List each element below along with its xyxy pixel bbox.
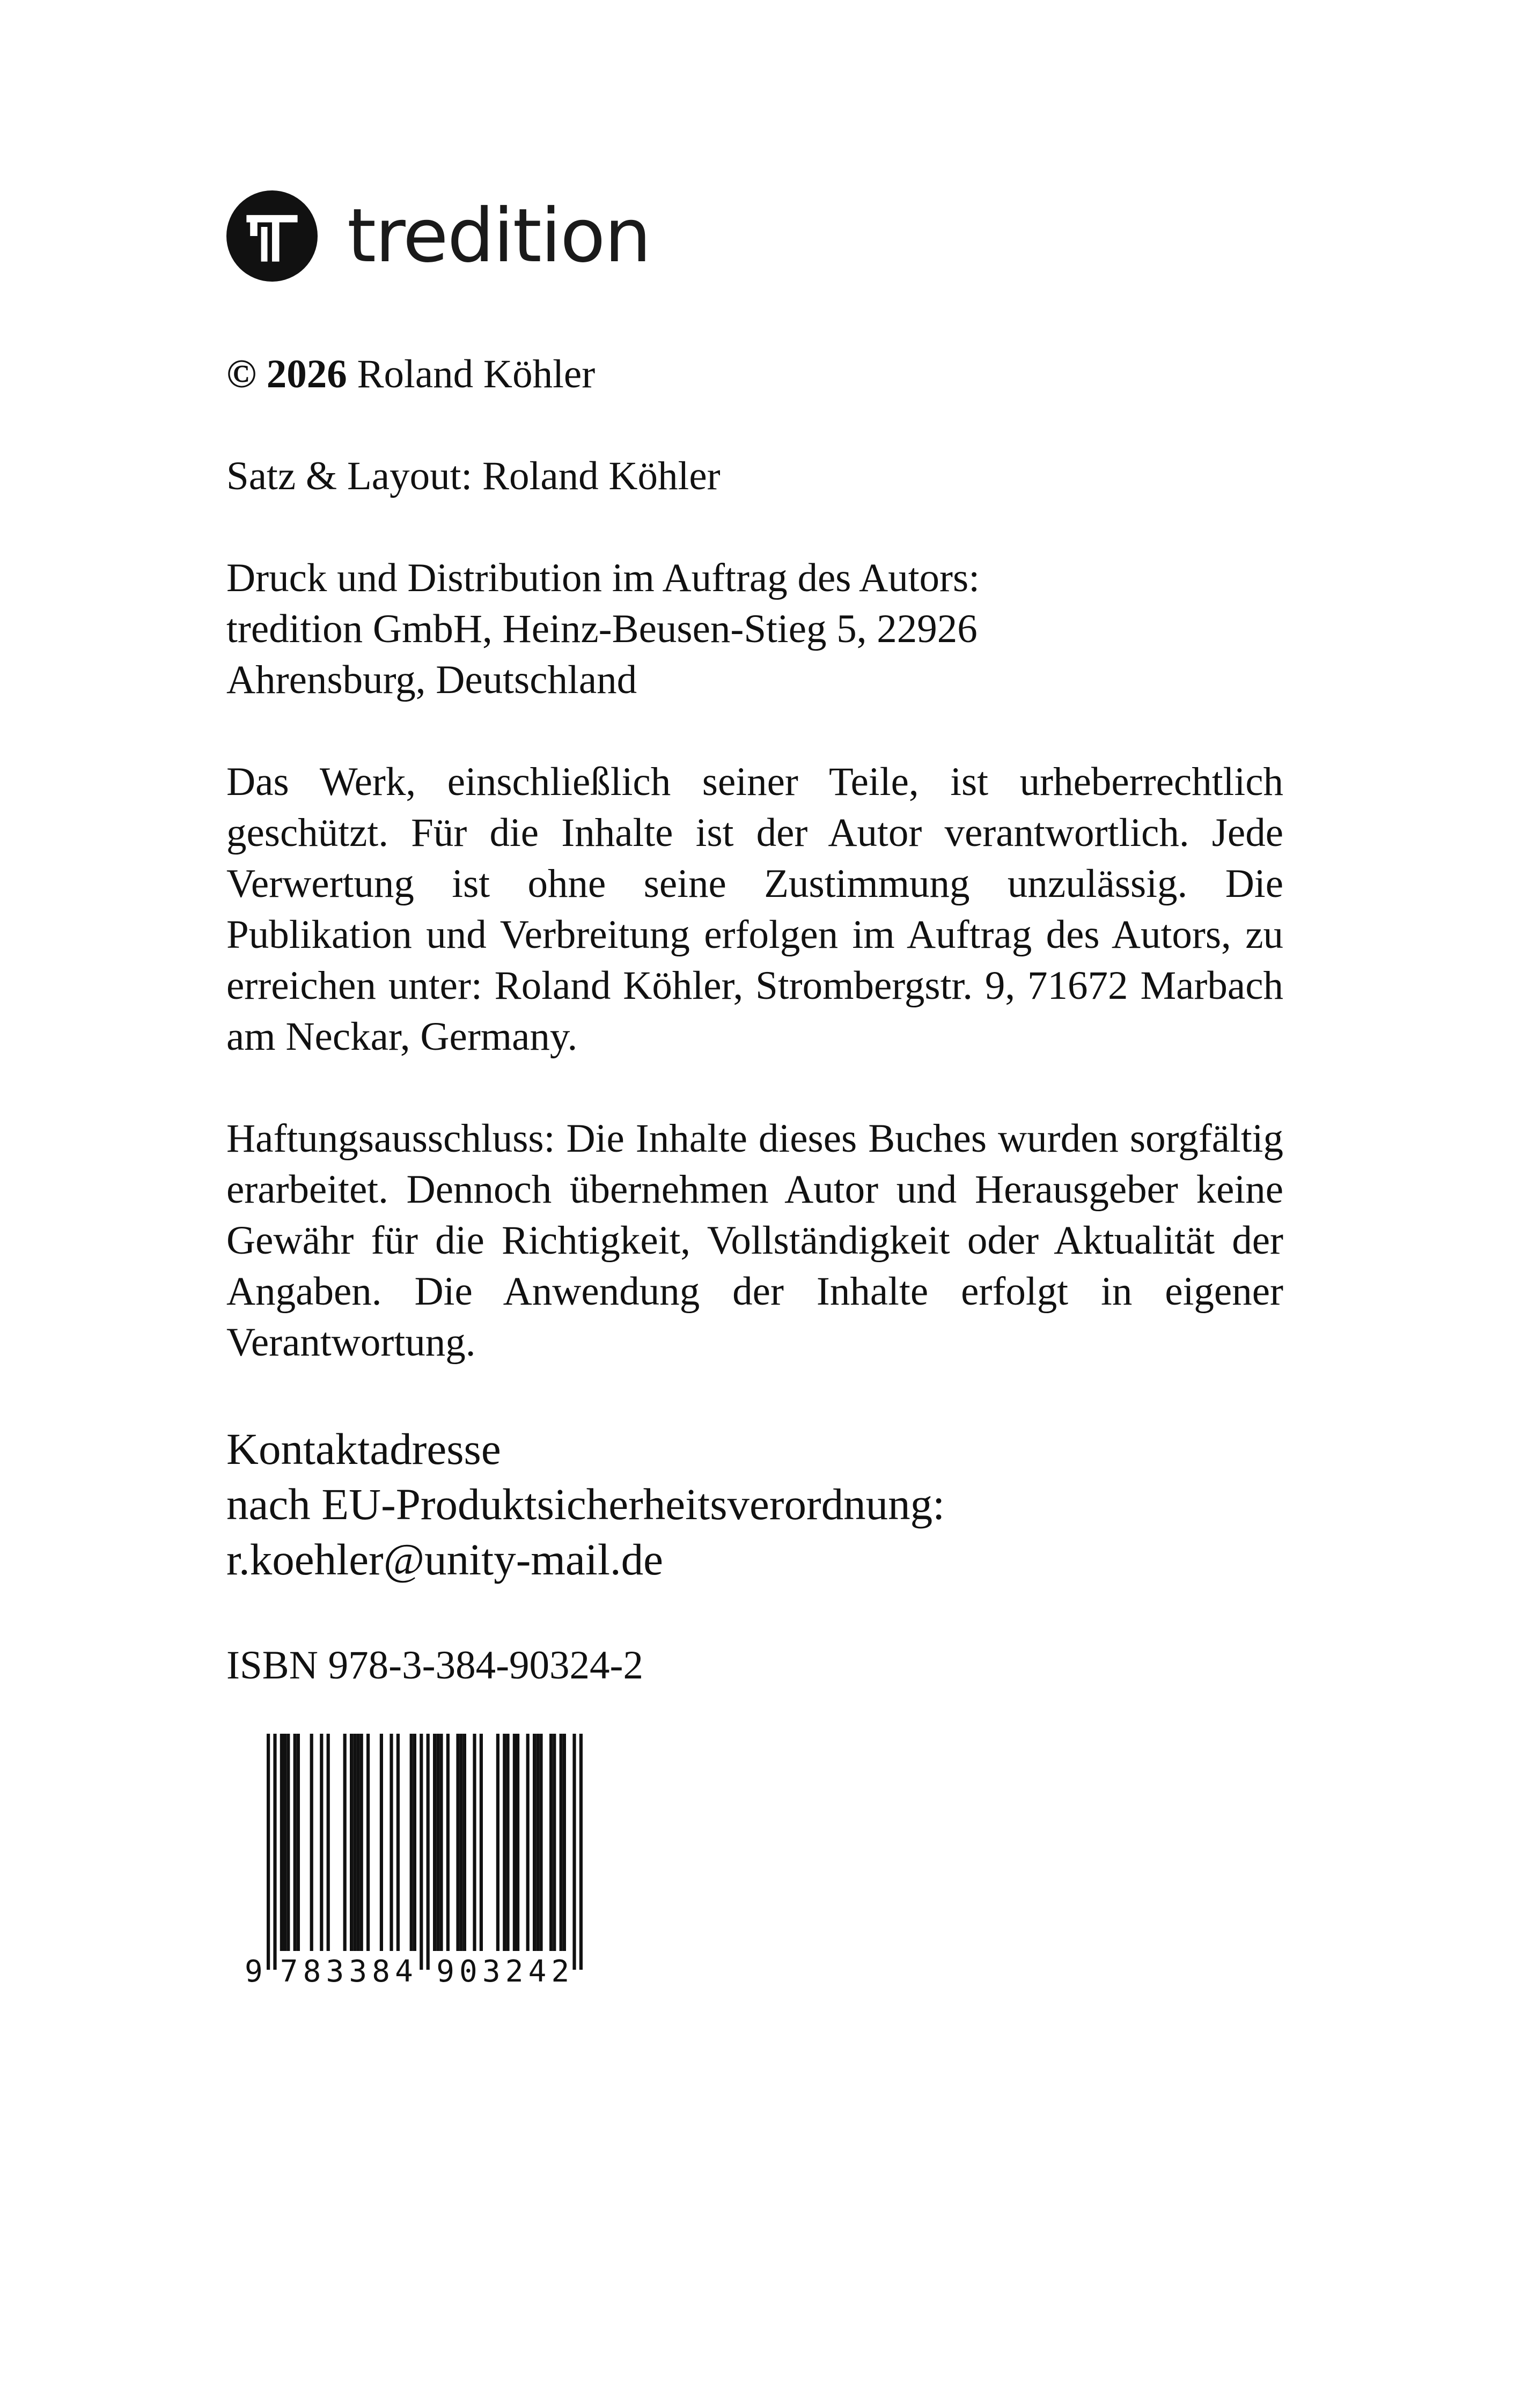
barcode-first-digit: 9: [245, 1954, 263, 1986]
barcode-bar: [539, 1734, 542, 1951]
barcode-bar: [436, 1734, 439, 1951]
contact-line: nach EU-Produktsicherheitsverordnung:: [226, 1479, 945, 1529]
barcode-bar: [516, 1734, 519, 1951]
barcode-bar: [463, 1734, 466, 1951]
barcode-bar: [496, 1734, 499, 1951]
barcode-bar: [579, 1734, 583, 1970]
barcode-right-digits: 903242: [436, 1954, 570, 1986]
contact-address: [226, 1422, 1283, 1587]
copyright-year: © 2026: [226, 352, 347, 396]
copyright-line: [226, 349, 1283, 400]
barcode-bar: [380, 1734, 383, 1951]
barcode-bar: [533, 1734, 536, 1951]
barcode-bar: [413, 1734, 416, 1951]
isbn-line: ISBN 978-3-384-90324-2: [226, 1643, 644, 1688]
barcode-bar: [366, 1734, 370, 1951]
barcode-bar: [456, 1734, 459, 1951]
barcode-bar: [526, 1734, 530, 1951]
barcode-bar: [549, 1734, 553, 1951]
layout-credit: Satz & Layout: Roland Köhler: [226, 454, 721, 498]
barcode-bar: [572, 1734, 576, 1970]
barcode-bar: [427, 1734, 430, 1970]
barcode-bar: [460, 1734, 463, 1951]
barcode-bar: [350, 1734, 353, 1951]
print-distribution-line: Ahrensburg, Deutschland: [226, 658, 637, 702]
barcode-bar: [473, 1734, 476, 1951]
barcode-bar: [280, 1734, 283, 1951]
barcode-bar: [513, 1734, 516, 1951]
contact-line: Kontaktadresse: [226, 1424, 501, 1474]
barcode-bar: [433, 1734, 436, 1951]
barcode-bar: [310, 1734, 313, 1951]
barcode-bar: [343, 1734, 347, 1951]
barcode-bar: [506, 1734, 509, 1951]
publisher-logo: [226, 188, 1283, 284]
barcode-bar: [297, 1734, 300, 1951]
barcode-bar: [360, 1734, 363, 1951]
barcode-bar: [293, 1734, 297, 1951]
disclaimer: Haftungsausschluss: Die Inhalte dieses Buches wurden sorgfältig erarbeitet. Dennoch übernehmen Autor und Herausgeber keine Gewähr für die Richtigkeit, Vollständigkeit oder Aktualität der Angaben. Die Anwendung der Inhalte erfolgt in eigener Verantwortung.: [226, 1116, 1283, 1365]
barcode-bar: [390, 1734, 393, 1951]
barcode-bar: [353, 1734, 356, 1951]
barcode-bar: [563, 1734, 566, 1951]
isbn-barcode: [237, 1734, 602, 1986]
barcode-bar: [327, 1734, 330, 1951]
copyright-holder: Roland Köhler: [357, 352, 596, 396]
barcode-bar: [480, 1734, 483, 1951]
barcode-bar: [420, 1734, 423, 1970]
barcode-bar: [503, 1734, 506, 1951]
barcode-bar: [286, 1734, 290, 1951]
barcode-bar: [446, 1734, 450, 1951]
print-distribution-line: tredition GmbH, Heinz-Beusen-Stieg 5, 22926: [226, 607, 978, 651]
barcode-bar: [396, 1734, 400, 1951]
barcode-bar: [439, 1734, 443, 1951]
barcode-bar: [283, 1734, 286, 1951]
barcode-bar: [536, 1734, 539, 1951]
barcode-bar: [267, 1734, 270, 1970]
barcode-bar: [553, 1734, 556, 1951]
tredition-logo-icon: [226, 190, 318, 282]
barcode-left-digits: 783384: [280, 1954, 413, 1986]
publisher-wordmark: tredition: [347, 193, 650, 279]
barcode-bars: [267, 1734, 583, 1970]
contact-email: r.koehler@unity-mail.de: [226, 1535, 663, 1584]
barcode-bar: [273, 1734, 276, 1970]
copyright-notice: Das Werk, einschließlich seiner Teile, ist urheberrechtlich geschützt. Für die Inhalte ist der Autor verantwortlich. Jede Verwertung ist ohne seine Zustimmung unzulässig. Die Publikation und Verbreitung erfolgen im Auftrag des Autors, zu erreichen unter: Roland Köhler, Strombergstr. 9, 71672 Marbach am Neckar, Germany.: [226, 760, 1283, 1059]
print-distribution: [226, 553, 1283, 705]
print-distribution-line: Druck und Distribution im Auftrag des Autors:: [226, 556, 980, 600]
barcode-bar: [560, 1734, 563, 1951]
imprint-page: [226, 188, 1283, 1986]
barcode-bar: [410, 1734, 413, 1951]
barcode-bar: [356, 1734, 359, 1951]
barcode-bar: [320, 1734, 323, 1951]
